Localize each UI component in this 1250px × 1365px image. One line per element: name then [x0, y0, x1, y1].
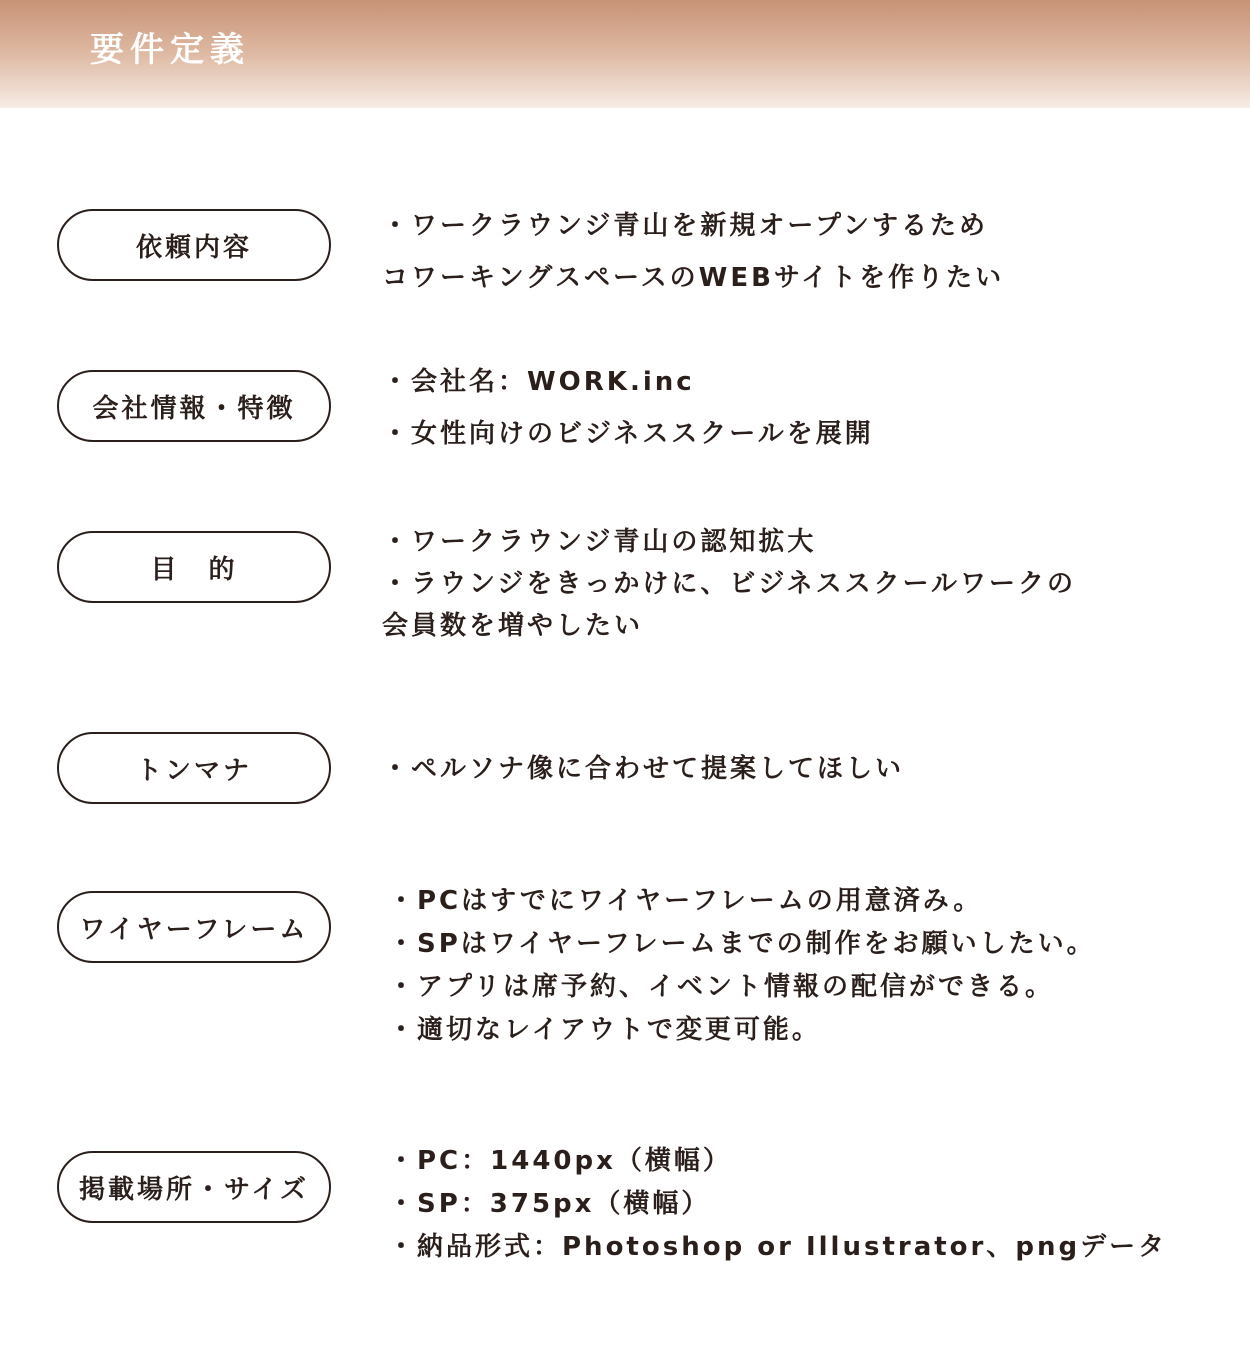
detail-line: 会員数を増やしたい [382, 611, 644, 641]
label-pill-placement-size: 掲載場所・サイズ [57, 1151, 331, 1223]
detail-line: ・アプリは席予約、イベント情報の配信ができる。 [388, 972, 1054, 1002]
detail-line: ・ラウンジをきっかけに、ビジネススクールワークの [382, 569, 1077, 599]
detail-line: ・納品形式：Photoshop or Illustrator、pngデータ [388, 1232, 1168, 1262]
label-pill-wireframe: ワイヤーフレーム [57, 891, 331, 963]
detail-line: ・会社名：WORK.inc [382, 367, 695, 397]
page-title: 要件定義 [90, 30, 250, 70]
wireframe-details [388, 880, 1096, 1052]
detail-line: ・ワークラウンジ青山を新規オープンするため [382, 211, 989, 241]
detail-line: ・ペルソナ像に合わせて提案してほしい [382, 754, 905, 784]
detail-line: ・ワークラウンジ青山の認知拡大 [382, 527, 817, 557]
tone-manner-details [382, 748, 904, 790]
detail-line: ・SP：375px（横幅） [388, 1189, 711, 1219]
request-details [382, 200, 1004, 304]
company-details [382, 356, 874, 460]
purpose-details [382, 521, 1076, 647]
detail-line: ・女性向けのビジネススクールを展開 [382, 419, 874, 449]
detail-line: ・適切なレイアウトで変更可能。 [388, 1015, 821, 1045]
label-pill-company: 会社情報・特徴 [57, 370, 331, 442]
label-pill-purpose: 目 的 [57, 531, 331, 603]
detail-line: ・PCはすでにワイヤーフレームの用意済み。 [388, 886, 983, 916]
placement-size-details [388, 1140, 1167, 1269]
detail-line: ・PC：1440px（横幅） [388, 1146, 732, 1176]
detail-line: コワーキングスペースのWEBサイトを作りたい [382, 263, 1005, 293]
header-banner [0, 0, 1250, 108]
label-pill-tone-manner: トンマナ [57, 732, 331, 804]
label-pill-request: 依頼内容 [57, 209, 331, 281]
detail-line: ・SPはワイヤーフレームまでの制作をお願いしたい。 [388, 929, 1096, 959]
